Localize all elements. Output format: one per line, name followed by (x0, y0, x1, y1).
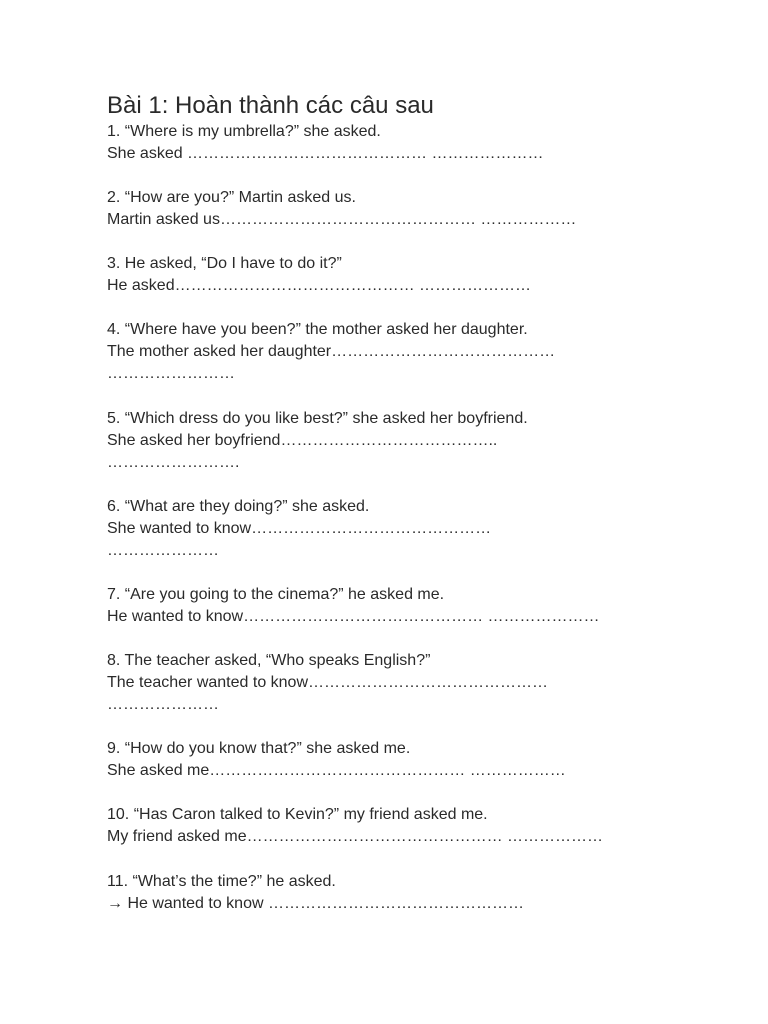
exercise-answer-continuation: ………………… (107, 542, 219, 559)
exercise-answer-line: He asked……………………………………… ………………… (107, 277, 532, 294)
exercise-1 (107, 121, 727, 165)
exercise-prompt: 10. “Has Caron talked to Kevin?” my friend asked me. (107, 806, 488, 823)
exercise-answer-line: The teacher wanted to know……………………………………… (107, 674, 549, 691)
exercise-answer-line: She asked me………………………………………… ……………… (107, 762, 566, 779)
exercise-prompt: 5. “Which dress do you like best?” she asked her boyfriend. (107, 410, 528, 427)
exercise-10 (107, 804, 727, 848)
exercise-prompt: 7. “Are you going to the cinema?” he asked me. (107, 586, 445, 603)
exercise-5 (107, 408, 727, 474)
exercise-prompt: 8. The teacher asked, “Who speaks English?” (107, 652, 431, 669)
exercise-prompt: 4. “Where have you been?” the mother asked her daughter. (107, 321, 528, 338)
exercise-9 (107, 738, 727, 782)
exercise-answer-continuation: ………………… (107, 696, 219, 713)
exercise-answer-line: Martin asked us………………………………………… ……………… (107, 211, 577, 228)
exercise-prompt: 6. “What are they doing?” she asked. (107, 498, 370, 515)
exercise-2 (107, 187, 727, 231)
exercise-answer-line: → He wanted to know ………………………………………… (107, 895, 524, 912)
page-title: Bài 1: Hoàn thành các câu sau (107, 92, 434, 119)
exercise-prompt: 11. “What’s the time?” he asked. (107, 873, 336, 890)
exercise-6 (107, 496, 727, 562)
exercise-4 (107, 319, 727, 385)
exercise-prompt: 1. “Where is my umbrella?” she asked. (107, 123, 381, 140)
exercise-answer-line: She wanted to know……………………………………… (107, 520, 492, 537)
exercise-answer-line: She asked her boyfriend………………………………….. (107, 432, 498, 449)
exercise-prompt: 9. “How do you know that?” she asked me. (107, 740, 411, 757)
exercise-answer-line: My friend asked me………………………………………… ……………… (107, 828, 604, 845)
exercise-answer-continuation: ……………………. (107, 454, 240, 471)
exercise-11 (107, 871, 727, 915)
exercise-3 (107, 253, 727, 297)
exercise-8 (107, 650, 727, 716)
exercise-7 (107, 584, 727, 628)
exercise-prompt: 2. “How are you?” Martin asked us. (107, 189, 356, 206)
exercise-prompt: 3. He asked, “Do I have to do it?” (107, 255, 342, 272)
exercise-answer-continuation: …………………… (107, 365, 235, 382)
exercise-answer-line: She asked ……………………………………… ………………… (107, 145, 544, 162)
exercise-answer-line: The mother asked her daughter…………………………………… (107, 343, 556, 360)
exercise-answer-line: He wanted to know……………………………………… ………………… (107, 608, 600, 625)
